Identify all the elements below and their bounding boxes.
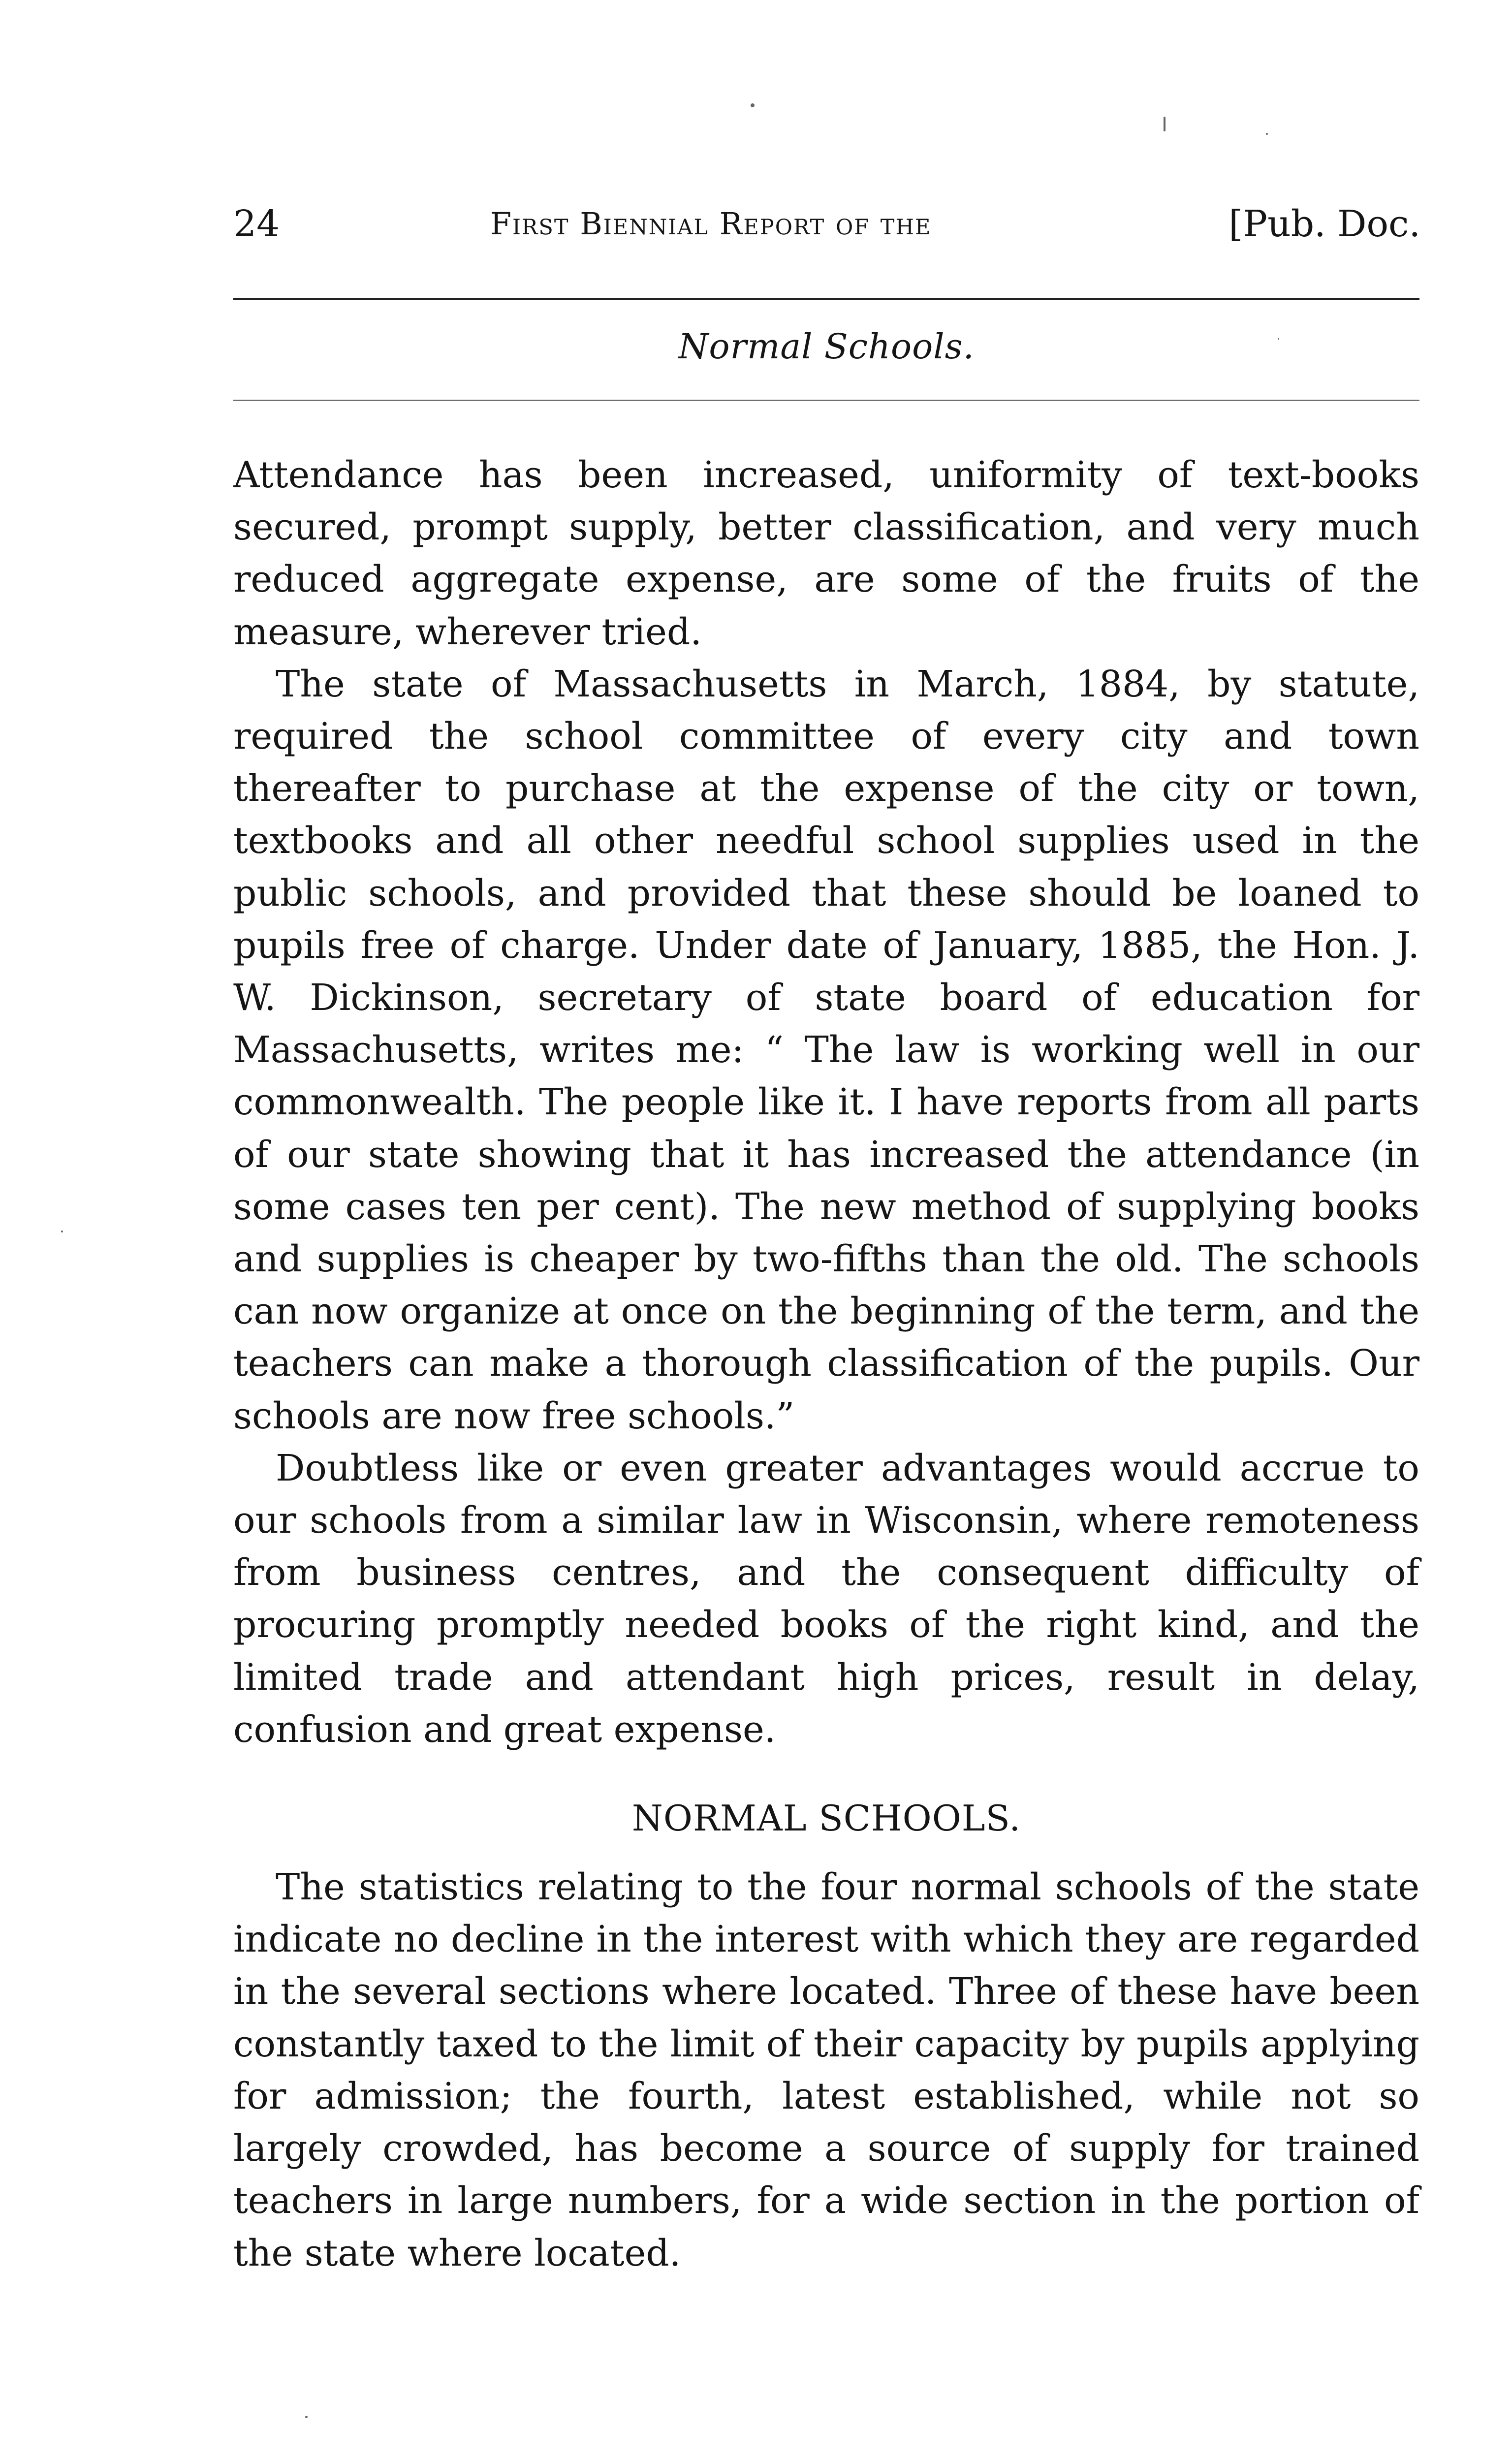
caption-rule bbox=[233, 400, 1419, 401]
scan-speck bbox=[1266, 133, 1268, 135]
header-rule bbox=[233, 298, 1419, 300]
section-heading: NORMAL SCHOOLS. bbox=[631, 1798, 1021, 1839]
normal-schools-paragraph: The statistics relating to the four normal schools of the state indicate no decline in the interest with which they are regarded in the several sections where located. Three of these have been constantly taxed to the limit of their capacity by pupils applying for admission; the fourth, latest established, while not so largely crowded, has become a source of supply for trained teachers in large numbers, for a wide section in the portion of the state where located. bbox=[233, 1866, 1419, 2274]
page-content bbox=[233, 449, 1419, 2279]
body-paragraph: The state of Massachusetts in March, 1884, by statute, required the school committee of every city and town thereafter to purchase at the expense of the city or town, textbooks and all other needful school supplies used in the public schools, and provided that these should be loaned to pupils free of charge. Under date of January, 1885, the Hon. J. W. Dickinson, secretary of state board of education for Massachusetts, writes me: “ The law is working well in our commonwealth. The people like it. I have reports from all parts of our state showing that it has increased the attendance (in some cases ten per cent). The new method of supplying books and supplies is cheaper by two-fifths than the old. The schools can now organize at once on the beginning of the term, and the teachers can make a thorough classification of the pupils. Our schools are now free schools.” bbox=[233, 663, 1419, 1437]
document-label: [Pub. Doc. bbox=[1228, 203, 1420, 245]
running-head: First Biennial Report of the bbox=[490, 206, 932, 242]
scan-speck bbox=[1164, 117, 1166, 131]
body-paragraph: Doubtless like or even greater advantages would accrue to our schools from a similar law in Wisconsin, where remoteness from business centres, and the consequent difficulty of procuring promptly needed books of the right kind, and the limited trade and attendant high prices, result in delay, confusion and great expense. bbox=[233, 1447, 1419, 1751]
section-caption: Normal Schools. bbox=[678, 326, 975, 367]
scan-speck bbox=[305, 2416, 308, 2418]
body-paragraph: Attendance has been increased, uniformity of text-books secured, prompt supply, better classification, and very much reduced aggregate expense, are some of the fruits of the measure, wherever tried. bbox=[233, 454, 1419, 653]
scan-speck bbox=[751, 103, 755, 107]
scan-speck bbox=[61, 1230, 63, 1232]
page-header bbox=[233, 199, 1420, 249]
page-number: 24 bbox=[233, 203, 280, 245]
